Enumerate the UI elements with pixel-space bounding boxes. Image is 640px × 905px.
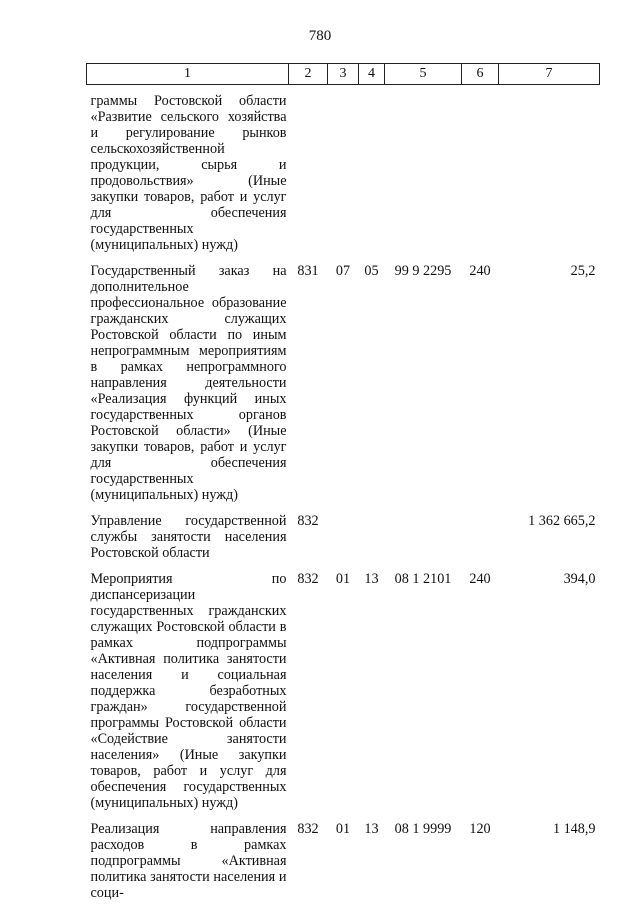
row-subsection-code: 05: [364, 263, 379, 279]
row-subsection-code: [359, 513, 385, 571]
row-expense-type: 120: [469, 821, 491, 837]
row-description: Государственный заказ на дополнительное профессиональное образование гражданских служащих Ростовской области по иным непрограммным мероприятиям в рамках непрограммного направления деятельности «Реализация функций иных государственных органов Ростовской области» (Иные закупки товаров, работ и услуг для обеспечения государственных (муниципальных) нужд): [90, 263, 287, 503]
row-target-article: 99 9 2295: [394, 263, 452, 279]
row-expense-type: [462, 85, 499, 264]
column-header-4: 4: [359, 64, 385, 85]
row-ministry-code: [289, 85, 328, 264]
table-row: [87, 85, 600, 264]
row-description: Управление государственной службы занятости населения Ростовской области: [90, 513, 287, 561]
row-section-code: [328, 85, 359, 264]
row-subsection-code: 13: [364, 821, 379, 837]
row-target-article: [385, 85, 462, 264]
column-header-1: 1: [87, 64, 289, 85]
table-row: [87, 821, 600, 901]
row-section-code: [328, 513, 359, 571]
row-ministry-code: 832: [297, 571, 319, 587]
column-header-6: 6: [462, 64, 499, 85]
row-amount: 1 362 665,2: [528, 513, 596, 529]
row-amount: [499, 85, 600, 264]
row-target-article: 08 1 2101: [394, 571, 452, 587]
row-ministry-code: 831: [297, 263, 319, 279]
table-row: [87, 571, 600, 821]
row-amount: 25,2: [570, 263, 596, 279]
row-description: граммы Ростовской области «Развитие сельского хозяйства и регулирование рынков сельскохозяйственной продукции, сырья и продовольствия» (Иные закупки товаров, работ и услуг для обеспечения государственных (муниципальных) нужд): [90, 93, 287, 253]
row-ministry-code: 832: [297, 513, 319, 529]
row-target-article: [385, 513, 462, 571]
column-header-5: 5: [385, 64, 462, 85]
row-subsection-code: [359, 85, 385, 264]
row-amount: 394,0: [563, 571, 596, 587]
table-row: [87, 263, 600, 513]
column-header-7: 7: [499, 64, 600, 85]
row-description: Реализация направления расходов в рамках подпрограммы «Активная политика занятости населения и соци-: [90, 821, 287, 901]
table-row: [87, 513, 600, 571]
column-header-2: 2: [289, 64, 328, 85]
row-section-code: 01: [335, 821, 351, 837]
row-section-code: 01: [335, 571, 351, 587]
row-expense-type: [462, 513, 499, 571]
page-number: 780: [308, 28, 332, 44]
row-target-article: 08 1 9999: [394, 821, 452, 837]
row-subsection-code: 13: [364, 571, 379, 587]
row-amount: 1 148,9: [552, 821, 596, 837]
budget-table: [86, 63, 600, 901]
row-expense-type: 240: [469, 571, 491, 587]
column-header-3: 3: [328, 64, 359, 85]
row-description: Мероприятия по диспансеризации государственных гражданских служащих Ростовской области в рамках подпрограммы «Активная политика занятости населения и социальная поддержка безработных граждан» государственной программы Ростовской области «Содействие занятости населения» (Иные закупки товаров, работ и услуг для обеспечения государственных (муниципальных) нужд): [90, 571, 287, 811]
table-header-row: [87, 64, 600, 85]
row-section-code: 07: [335, 263, 351, 279]
row-expense-type: 240: [469, 263, 491, 279]
row-ministry-code: 832: [297, 821, 319, 837]
